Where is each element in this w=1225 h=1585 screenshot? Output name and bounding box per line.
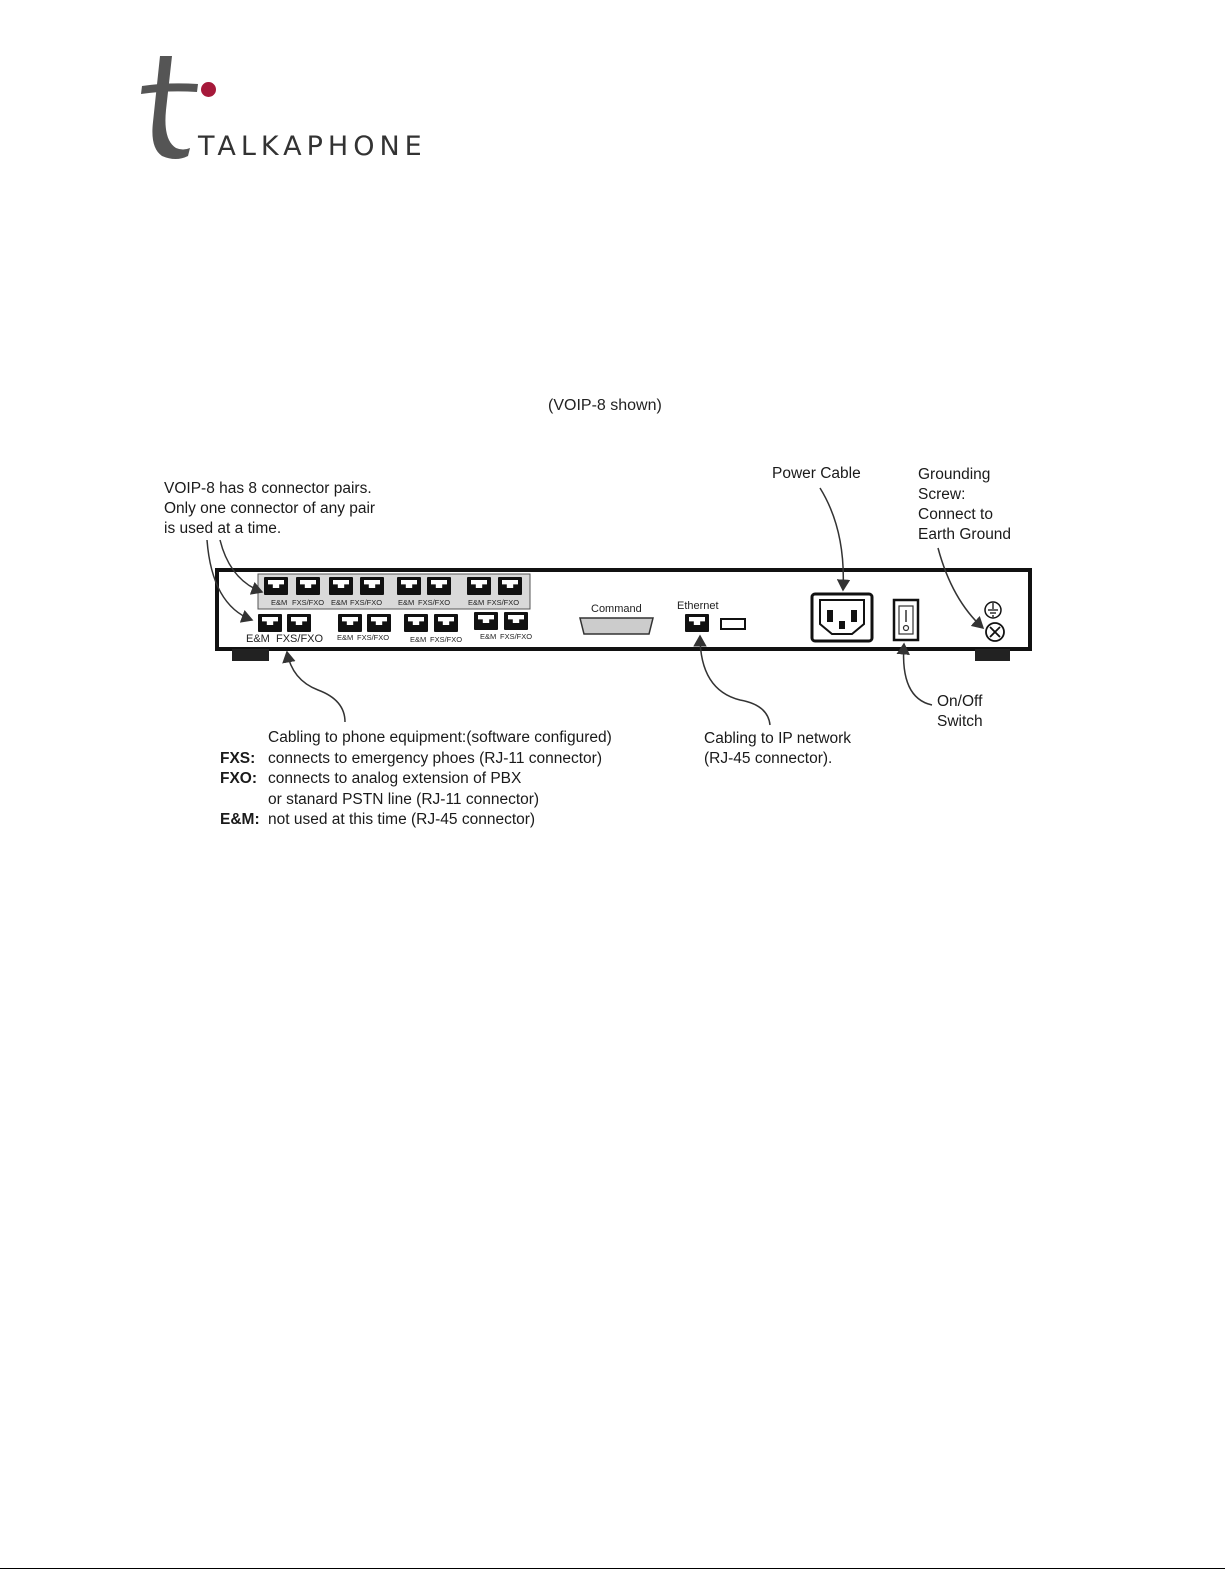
port-lower-3a <box>404 614 428 632</box>
left-foot <box>232 649 269 661</box>
upper-label-em-1: E&M <box>271 598 288 607</box>
footer-rule <box>0 1568 1225 1569</box>
ethernet-label: Ethernet <box>677 600 719 612</box>
phone-cabling-arrow <box>287 652 345 722</box>
upper-label-fxs-1: FXS/FXO <box>292 598 325 607</box>
port-lower-1b <box>287 614 311 632</box>
notes-term: FXS: <box>220 749 256 767</box>
port-lower-2a <box>338 614 362 632</box>
lower-label-fxs-3: FXS/FXO <box>430 635 463 644</box>
callout-line: Connect to <box>918 506 993 523</box>
upper-label-fxs-4: FXS/FXO <box>487 598 520 607</box>
port-upper-3b <box>427 577 451 595</box>
command-connector <box>580 618 653 634</box>
lower-label-fxs-4: FXS/FXO <box>500 632 533 641</box>
power-cable-callout: Power Cable <box>772 465 861 482</box>
ip-network-callout <box>704 729 851 769</box>
port-lower-4a <box>474 612 498 630</box>
brand-name: TALKAPHONE <box>198 131 427 162</box>
callout-line: Grounding <box>918 466 991 483</box>
lower-label-fxs-2: FXS/FXO <box>357 633 390 642</box>
notes-row <box>220 810 612 831</box>
lower-label-em-1: E&M <box>246 633 270 645</box>
callout-line: Cabling to IP network <box>704 730 852 747</box>
right-foot <box>975 649 1010 661</box>
phone-cabling-heading-note: (software configured) <box>466 729 612 746</box>
connector-pairs-callout <box>164 479 375 539</box>
callout-line: VOIP-8 has 8 connector pairs. <box>164 480 372 497</box>
command-label: Command <box>591 603 642 615</box>
on-off-callout <box>937 692 983 732</box>
notes-term: FXO: <box>220 770 258 787</box>
callout-line: Earth Ground <box>918 526 1012 543</box>
port-lower-1a <box>258 614 282 632</box>
phone-cabling-heading: Cabling to phone equipment: <box>268 729 467 746</box>
figure-caption: (VOIP-8 shown) <box>548 397 662 414</box>
lower-label-em-2: E&M <box>337 633 354 642</box>
port-upper-2a <box>329 577 353 595</box>
upper-label-fxs-2: FXS/FXO <box>350 598 383 607</box>
port-lower-3b <box>434 614 458 632</box>
lower-label-em-3: E&M <box>410 635 427 644</box>
upper-label-em-2: E&M <box>331 598 348 607</box>
port-upper-3a <box>397 577 421 595</box>
upper-label-fxs-3: FXS/FXO <box>418 598 451 607</box>
lower-label-fxs-1: FXS/FXO <box>276 633 324 645</box>
phone-cabling-heading-row <box>220 728 612 749</box>
port-upper-2b <box>360 577 384 595</box>
notes-text: or stanard PSTN line (RJ-11 connector) <box>268 790 540 808</box>
port-lower-2b <box>367 614 391 632</box>
upper-label-em-4: E&M <box>468 598 485 607</box>
callout-line: Screw: <box>918 486 966 503</box>
port-upper-4a <box>467 577 491 595</box>
notes-text: connects to analog extension of PBX <box>268 770 522 787</box>
notes-row <box>220 769 612 790</box>
callout-line: is used at a time. <box>164 520 282 537</box>
port-upper-4b <box>498 577 522 595</box>
phone-cabling-notes <box>220 728 612 831</box>
ethernet-port <box>685 614 709 632</box>
port-upper-1b <box>296 577 320 595</box>
port-lower-4b <box>504 612 528 630</box>
usb-slot <box>721 619 745 629</box>
upper-label-em-3: E&M <box>398 598 415 607</box>
notes-row <box>220 790 612 811</box>
callout-line: (RJ-45 connector). <box>704 750 833 767</box>
notes-text: connects to emergency phoes (RJ-11 connector) <box>268 749 602 767</box>
callout-line: Switch <box>937 713 983 730</box>
grounding-callout <box>918 465 1011 545</box>
callout-line: Only one connector of any pair <box>164 500 376 517</box>
lower-label-em-4: E&M <box>480 632 497 641</box>
notes-term: E&M: <box>220 811 260 828</box>
port-upper-1a <box>264 577 288 595</box>
notes-row <box>220 749 612 770</box>
callout-line: On/Off <box>937 693 983 710</box>
on-off-arrow <box>904 644 932 705</box>
notes-text: not used at this time (RJ-45 connector) <box>268 811 536 828</box>
